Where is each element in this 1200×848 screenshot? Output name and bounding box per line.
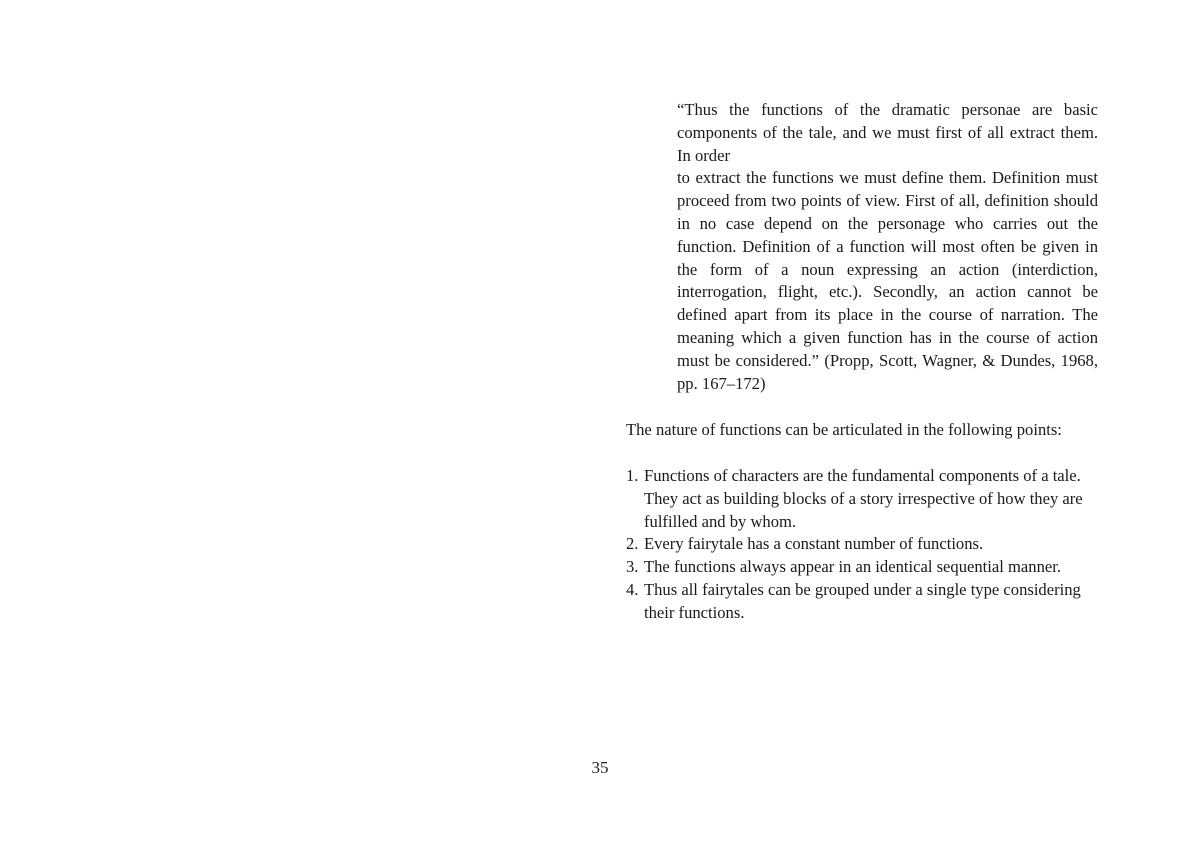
list-item-number: 3. [626, 557, 639, 577]
list-item-number: 4. [626, 579, 639, 599]
list-item [626, 579, 1106, 625]
list-item [626, 465, 1106, 533]
quote-line: in no case depend on the personage who carries out the [677, 213, 1098, 233]
quote-line: must be considered.” (Propp, Scott, Wagner, & Dundes, 1968, [677, 350, 1098, 370]
quote-line: defined apart from its place in the course of narration. The [677, 305, 1098, 325]
block-quote [677, 99, 1098, 395]
numbered-list [626, 465, 1106, 625]
list-item-line: Functions of characters are the fundamental components of a tale. [644, 466, 1081, 485]
list-item-number: 2. [626, 534, 639, 554]
quote-line: components of the tale, and we must first of all extract them. [677, 122, 1098, 142]
quote-line: the form of a noun expressing an action (interdiction, [677, 259, 1098, 279]
intro-paragraph: The nature of functions can be articulated in the following points: [626, 420, 1062, 439]
list-item-number: 1. [626, 466, 639, 485]
list-item-line: their functions. [644, 602, 745, 622]
quote-line: function. Definition of a function will most often be given in [677, 236, 1098, 256]
list-item [626, 556, 1106, 579]
list-item-line: Thus all fairytales can be grouped under a single type considering [644, 579, 1081, 599]
page-number: 35 [591, 758, 609, 777]
quote-line: to extract the functions we must define them. Definition must [677, 168, 1098, 188]
quote-line: In order [677, 145, 730, 165]
list-item-line: They act as building blocks of a story irrespective of how they are [644, 488, 1083, 508]
quote-line: pp. 167–172) [677, 373, 766, 393]
quote-line: interrogation, flight, etc.). Secondly, an action cannot be [677, 282, 1098, 302]
list-item [626, 533, 1106, 556]
quote-line: meaning which a given function has in the course of action [677, 327, 1098, 347]
quote-line: proceed from two points of view. First of all, definition should [677, 191, 1098, 211]
quote-line: “Thus the functions of the dramatic personae are basic [677, 100, 1098, 119]
list-item-line: The functions always appear in an identical sequential manner. [644, 557, 1061, 577]
list-item-line: Every fairytale has a constant number of functions. [644, 534, 984, 554]
list-item-line: fulfilled and by whom. [644, 511, 797, 531]
